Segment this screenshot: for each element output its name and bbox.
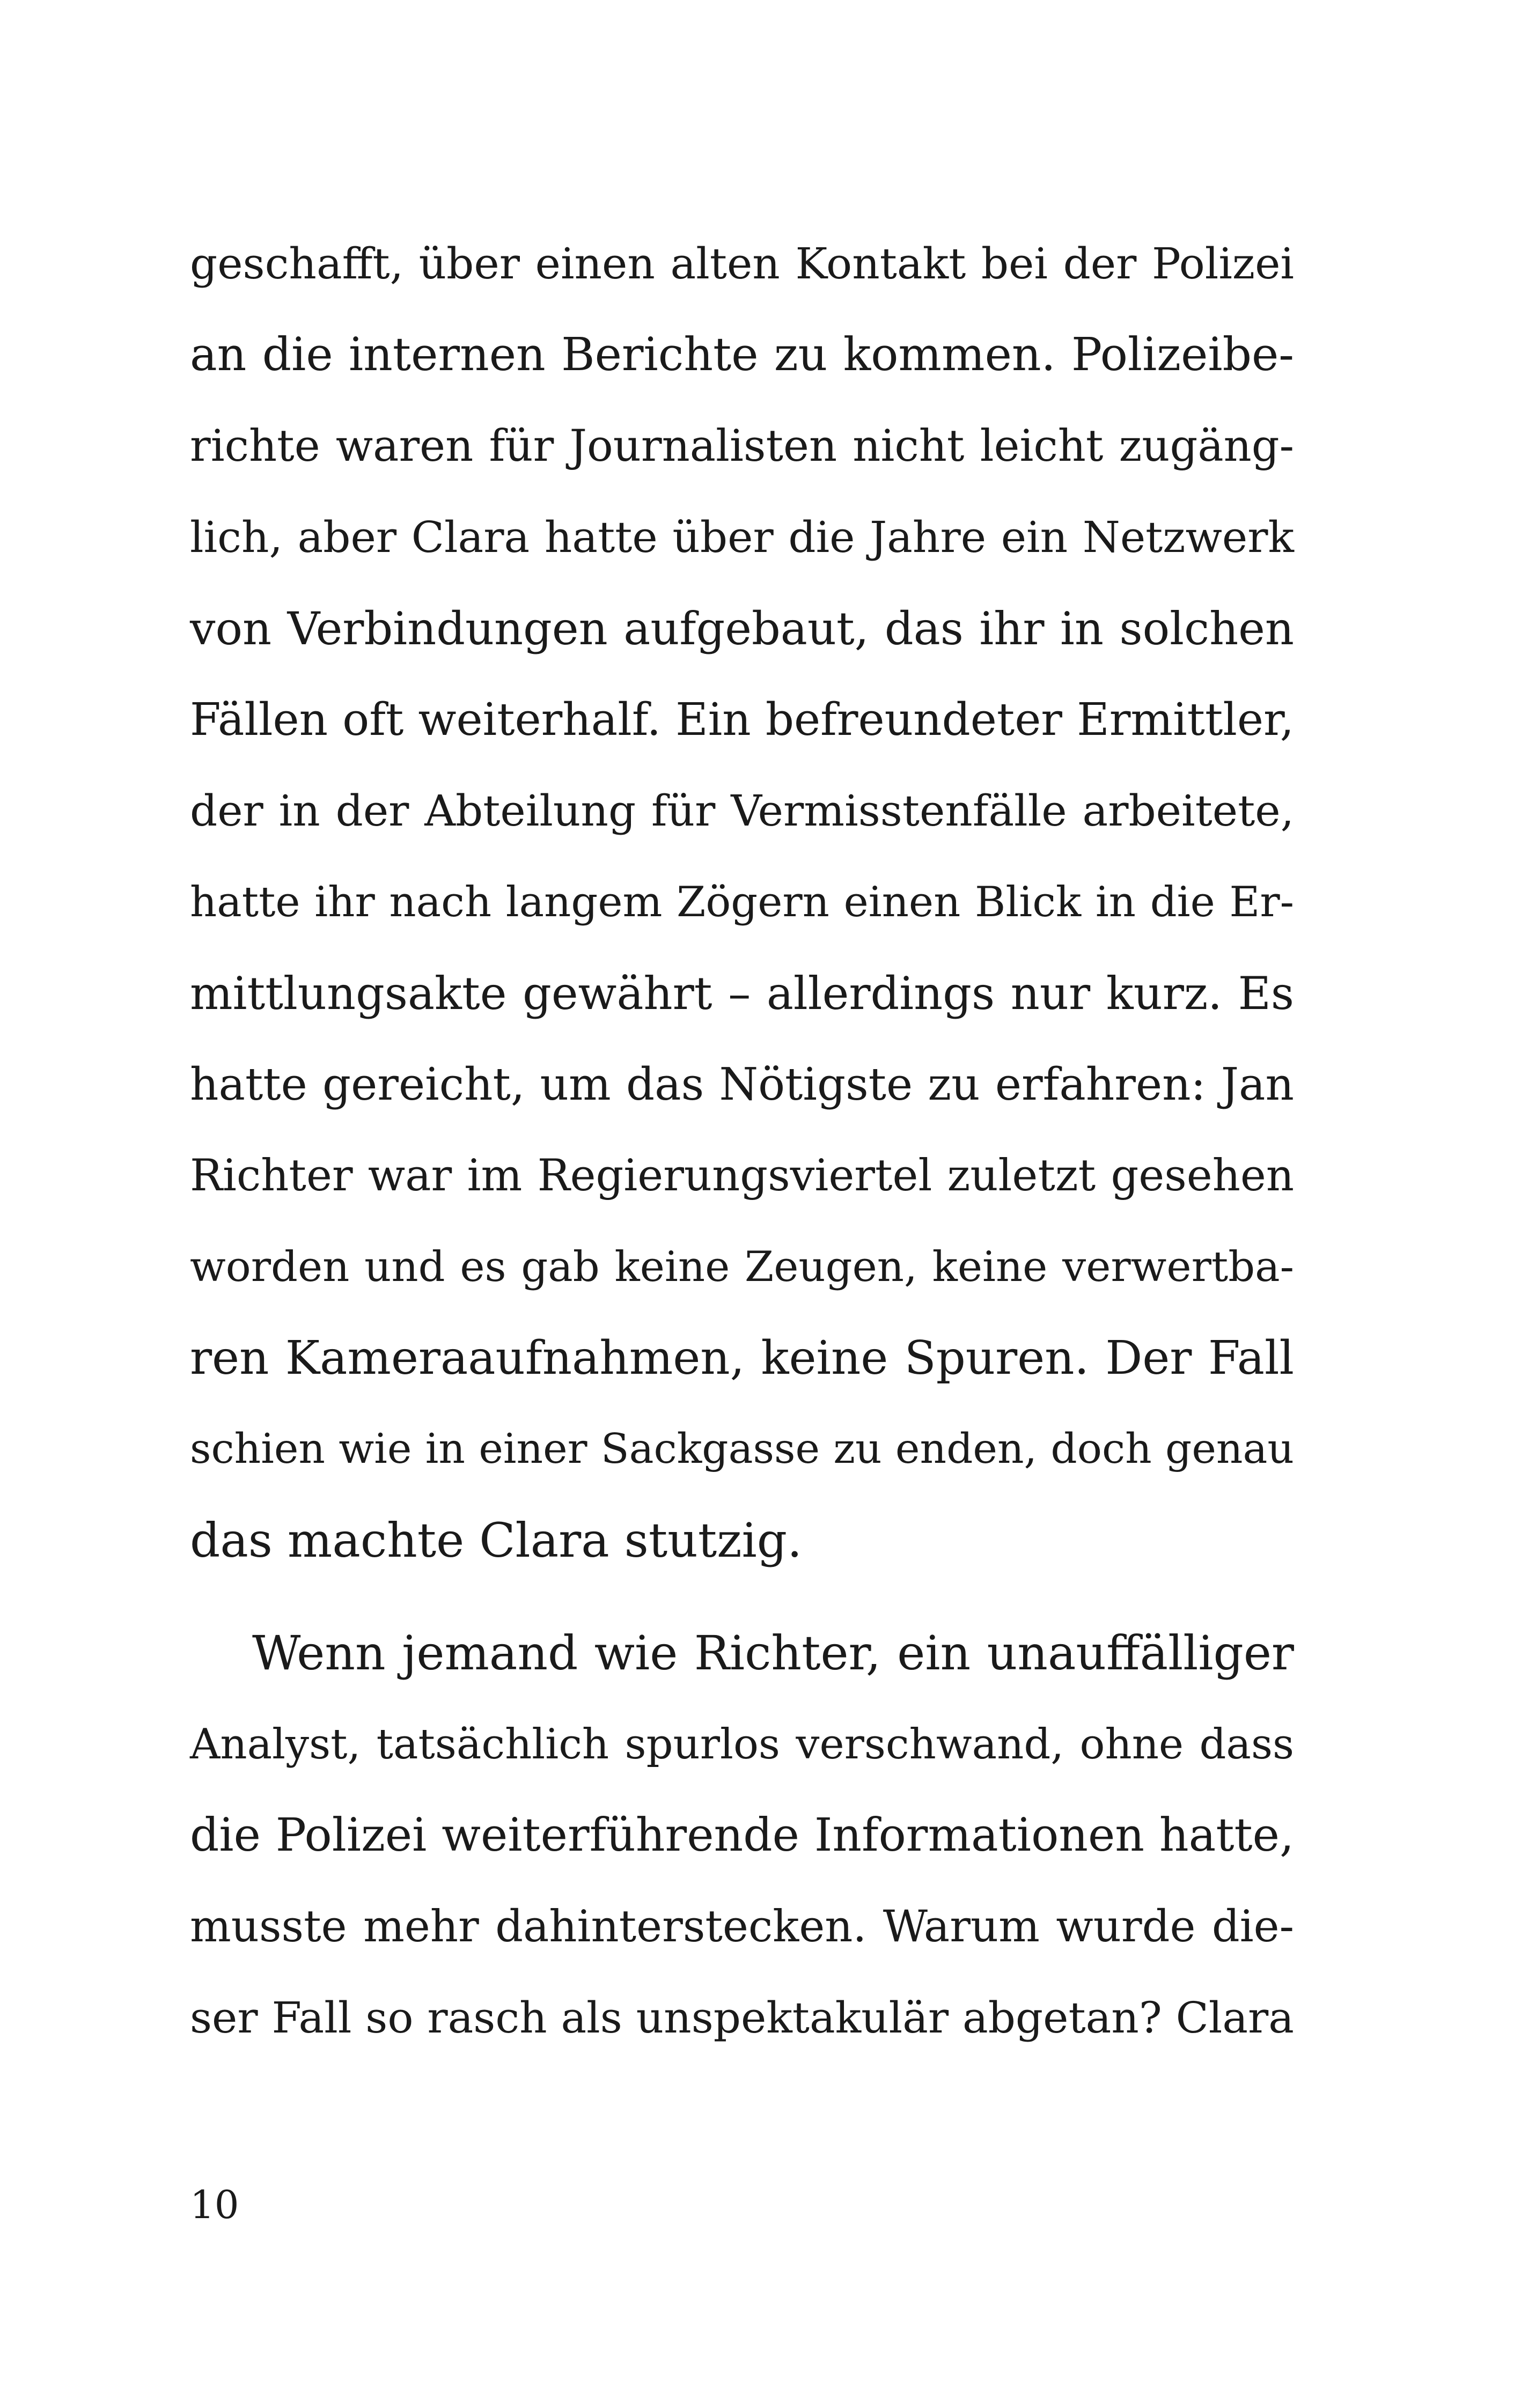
text-line: musste mehr dahinterstecken. Warum wurde die-	[190, 1902, 1294, 1952]
text-line: lich, aber Clara hatte über die Jahre ein Netzwerk	[190, 512, 1294, 562]
text-line: hatte gereicht, um das Nötigste zu erfahren: Jan	[190, 1058, 1294, 1110]
text-line: von Verbindungen aufgebaut, das ihr in solchen	[190, 602, 1294, 655]
text-line: schien wie in einer Sackgasse zu enden, doch genau	[190, 1425, 1294, 1473]
text-line: hatte ihr nach langem Zögern einen Blick in die Er-	[190, 878, 1294, 926]
text-line: Fällen oft weiterhalf. Ein befreundeter Ermittler,	[190, 694, 1294, 746]
text-line: die Polizei weiterführende Informationen hatte,	[190, 1809, 1294, 1862]
text-line: geschafft, über einen alten Kontakt bei der Polizei	[190, 239, 1294, 289]
text-line: ser Fall so rasch als unspektakulär abgetan? Clara	[190, 1993, 1294, 2043]
text-line: Richter war im Regierungsviertel zuletzt gesehen	[190, 1151, 1294, 1201]
text-line: Wenn jemand wie Richter, ein unauffälliger	[252, 1625, 1294, 1681]
text-line: der in der Abteilung für Vermisstenfälle arbeitete,	[190, 786, 1294, 836]
text-line: richte waren für Journalisten nicht leicht zugäng-	[190, 421, 1294, 472]
text-line: an die internen Berichte zu kommen. Polizeibe-	[190, 328, 1294, 381]
text-line: das machte Clara stutzig.	[190, 1513, 803, 1568]
text-line: ren Kameraaufnahmen, keine Spuren. Der Fall	[190, 1331, 1294, 1385]
text-line: worden und es gab keine Zeugen, keine verwertba-	[190, 1243, 1294, 1291]
page-number: 10	[190, 2182, 239, 2227]
text-line: mittlungsakte gewährt – allerdings nur kurz. Es	[190, 967, 1294, 1020]
text-line: Analyst, tatsächlich spurlos verschwand, ohne dass	[190, 1720, 1294, 1769]
